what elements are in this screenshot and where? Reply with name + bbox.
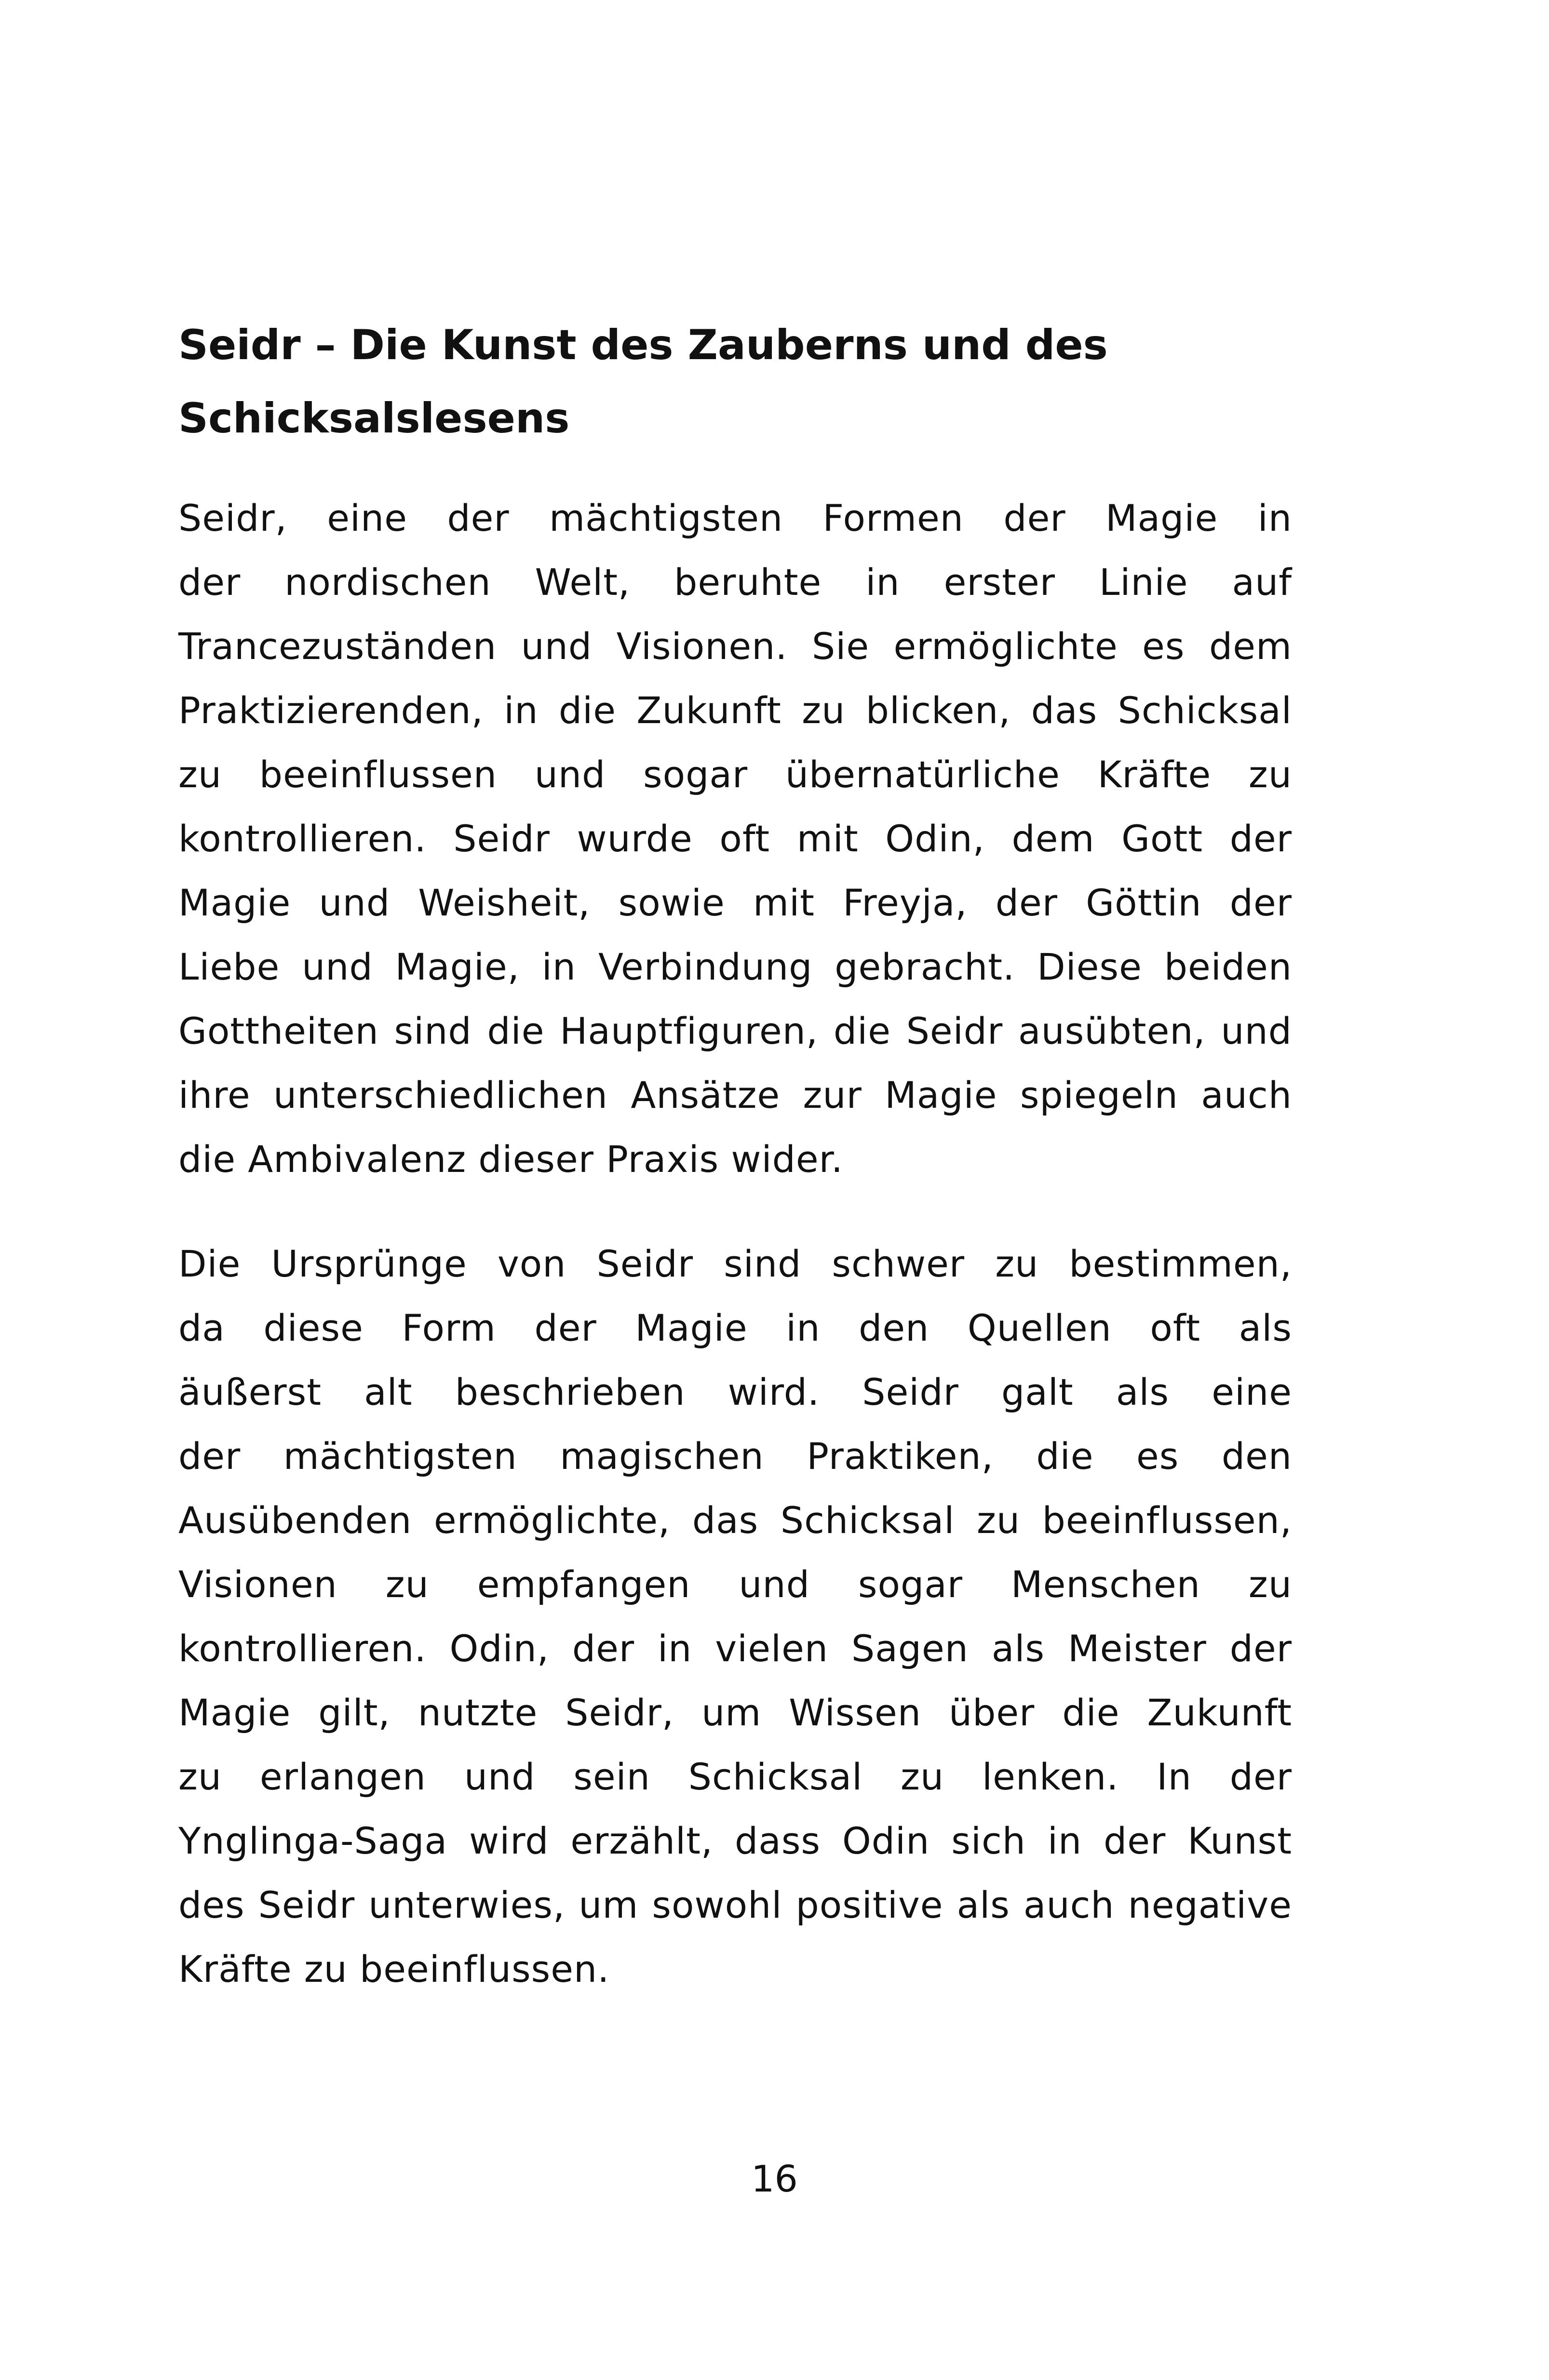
section-heading-line-1: Seidr – Die Kunst des Zauberns und des [178,321,1108,369]
paragraph-line: Magie und Weisheit, sowie mit Freyja, der Göttin der [178,881,1292,924]
paragraph-line: kontrollieren. Odin, der in vielen Sagen als Meister der [178,1627,1292,1670]
paragraph-line: Ausübenden ermöglichte, das Schicksal zu beeinflussen, [178,1499,1292,1542]
section-heading [178,309,1292,455]
paragraph-line: ihre unterschiedlichen Ansätze zur Magie spiegeln auch [178,1074,1292,1116]
paragraph-line: der nordischen Welt, beruhte in erster Linie auf [178,561,1292,604]
paragraph-line: Trancezuständen und Visionen. Sie ermöglichte es dem [178,625,1292,668]
paragraph-line: Kräfte zu beeinflussen. [178,1948,610,1990]
paragraph-line: Die Ursprünge von Seidr sind schwer zu bestimmen, [178,1242,1292,1285]
paragraph-1 [178,486,1292,1191]
paragraph-line: Praktizierenden, in die Zukunft zu blicken, das Schicksal [178,689,1292,732]
paragraph-line: Liebe und Magie, in Verbindung gebracht. Diese beiden [178,945,1292,988]
paragraph-line: die Ambivalenz dieser Praxis wider. [178,1138,844,1181]
paragraph-line: zu erlangen und sein Schicksal zu lenken. In der [178,1755,1292,1798]
paragraph-2 [178,1232,1292,2001]
page-content [178,309,1292,2042]
paragraph-line: da diese Form der Magie in den Quellen oft als [178,1306,1292,1349]
paragraph-line: des Seidr unterwies, um sowohl positive als auch negative [178,1883,1292,1926]
paragraph-line: Gottheiten sind die Hauptfiguren, die Seidr ausübten, und [178,1009,1292,1052]
paragraph-line: zu beeinflussen und sogar übernatürliche Kräfte zu [178,753,1292,796]
paragraph-line: Ynglinga-Saga wird erzählt, dass Odin sich in der Kunst [178,1819,1292,1862]
paragraph-line: kontrollieren. Seidr wurde oft mit Odin, dem Gott der [178,817,1292,860]
page-number: 16 [751,2157,798,2200]
section-heading-line-2: Schicksalslesens [178,394,570,443]
paragraph-line: äußerst alt beschrieben wird. Seidr galt als eine [178,1371,1292,1413]
paragraph-line: der mächtigsten magischen Praktiken, die es den [178,1435,1292,1478]
paragraph-line: Magie gilt, nutzte Seidr, um Wissen über die Zukunft [178,1691,1292,1734]
paragraph-line: Seidr, eine der mächtigsten Formen der Magie in [178,497,1292,539]
paragraph-line: Visionen zu empfangen und sogar Menschen zu [178,1563,1292,1606]
